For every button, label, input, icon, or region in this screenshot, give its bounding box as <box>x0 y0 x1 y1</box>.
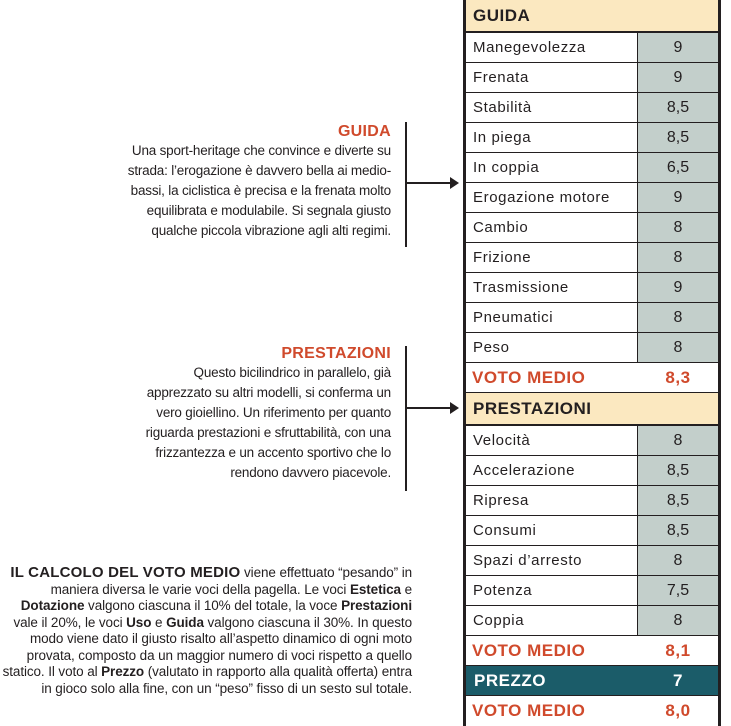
row-label: Frizione <box>466 243 638 272</box>
guida-note-line: bassi, la ciclistica è precisa e la frenata molto <box>130 183 391 198</box>
prestazioni-note-title: PRESTAZIONI <box>281 345 391 362</box>
guida-average-row <box>466 363 718 393</box>
prezzo-value: 7 <box>673 671 683 690</box>
average-value: 8,3 <box>665 368 691 387</box>
guida-note-title: GUIDA <box>337 123 391 140</box>
guida-note <box>91 123 391 241</box>
guida-header: GUIDA <box>466 0 718 33</box>
calc-text: valgono ciascuna il 30%. In questo modo viene dato il giusto risalto all’aspetto dinamico di ogni moto provata, composto da un maggior numero di voci rispetto a quello statico. Il voto al <box>2 614 412 679</box>
calc-keyword: Estetica <box>349 581 401 597</box>
row-label: Pneumatici <box>466 303 638 332</box>
guida-note-body <box>91 141 391 241</box>
table-row <box>466 273 718 303</box>
prestazioni-average-row <box>466 636 718 666</box>
guida-note-line: Una sport-heritage che convince e diverte su <box>131 143 391 158</box>
row-label: Frenata <box>466 63 638 92</box>
calc-keyword: Prestazioni <box>341 598 412 613</box>
row-score: 8 <box>638 333 718 362</box>
prezzo-row <box>466 666 718 696</box>
row-label: Peso <box>466 333 638 362</box>
row-score: 8 <box>638 426 718 455</box>
prestazioni-header: PRESTAZIONI <box>466 393 718 426</box>
guida-note-line: strada: l’erogazione è davvero bella ai medio- <box>127 163 391 178</box>
guida-note-line: qualche piccola vibrazione agli alti regimi. <box>151 223 391 238</box>
score-table <box>463 0 721 726</box>
average-label: VOTO MEDIO <box>472 641 586 660</box>
row-score: 8 <box>638 243 718 272</box>
calc-keyword: Guida <box>166 614 204 630</box>
row-score: 8 <box>638 606 718 635</box>
final-average-row <box>466 696 718 726</box>
calc-text: e <box>400 581 412 597</box>
row-score: 8 <box>638 546 718 575</box>
row-score: 9 <box>638 33 718 62</box>
row-score: 6,5 <box>638 153 718 182</box>
calc-title: IL CALCOLO DEL VOTO MEDIO <box>10 564 241 581</box>
prestazioni-note-line: Questo bicilindrico in parallelo, già <box>193 365 391 380</box>
calc-explanation <box>0 565 412 697</box>
table-row <box>466 516 718 546</box>
row-score: 9 <box>638 183 718 212</box>
prestazioni-note-divider <box>405 346 407 491</box>
row-label: Velocità <box>466 426 638 455</box>
table-row <box>466 183 718 213</box>
prestazioni-note-line: rendono davvero piacevole. <box>230 465 391 480</box>
final-average-value: 8,0 <box>665 701 691 720</box>
row-label: Potenza <box>466 576 638 605</box>
table-row <box>466 213 718 243</box>
row-label: Spazi d’arresto <box>466 546 638 575</box>
row-score: 8,5 <box>638 516 718 545</box>
row-score: 8,5 <box>638 486 718 515</box>
calc-text: e <box>151 614 167 630</box>
table-row <box>466 123 718 153</box>
table-row <box>466 546 718 576</box>
final-average-label: VOTO MEDIO <box>472 701 586 720</box>
table-row <box>466 303 718 333</box>
average-label: VOTO MEDIO <box>472 368 586 387</box>
row-label: Cambio <box>466 213 638 242</box>
calc-text: viene effettuato “pesando” in maniera diversa le varie voci della pagella. Le voci <box>50 565 412 597</box>
table-row <box>466 333 718 363</box>
prestazioni-note-body <box>91 363 391 483</box>
row-label: Erogazione motore <box>466 183 638 212</box>
table-row <box>466 63 718 93</box>
guida-note-divider <box>405 122 407 247</box>
row-score: 8 <box>638 213 718 242</box>
calc-keyword: Uso <box>126 614 152 630</box>
row-label: Trasmissione <box>466 273 638 302</box>
prestazioni-note-line: apprezzato su altri modelli, si conferma un <box>146 385 391 400</box>
row-label: In coppia <box>466 153 638 182</box>
table-row <box>466 486 718 516</box>
row-label: Coppia <box>466 606 638 635</box>
table-row <box>466 153 718 183</box>
prestazioni-note-line: riguarda prestazioni e sfruttabilità, con una <box>145 425 391 440</box>
row-score: 9 <box>638 63 718 92</box>
row-score: 8,5 <box>638 456 718 485</box>
guida-note-line: equilibrata e modulabile. Si segnala giusto <box>146 203 391 218</box>
average-value: 8,1 <box>665 641 691 660</box>
prezzo-label: PREZZO <box>474 671 546 690</box>
calc-text: (valutato in rapporto alla qualità offerta) entra in gioco solo alla fine, con un “peso” fisso di un sesto sul totale. <box>41 664 412 696</box>
calc-keyword: Dotazione <box>20 598 85 613</box>
prestazioni-note <box>91 345 391 483</box>
calc-keyword: Prezzo <box>101 664 145 679</box>
table-row <box>466 456 718 486</box>
table-row <box>466 33 718 63</box>
calc-text: valgono ciascuna il 10% del totale, la voce <box>84 598 342 613</box>
row-label: Ripresa <box>466 486 638 515</box>
row-score: 9 <box>638 273 718 302</box>
table-row <box>466 606 718 636</box>
table-row <box>466 93 718 123</box>
prestazioni-arrow <box>407 407 457 409</box>
table-row <box>466 243 718 273</box>
row-score: 7,5 <box>638 576 718 605</box>
prestazioni-note-line: frizzantezza e un accento sportivo che lo <box>155 445 391 460</box>
prestazioni-note-line: vero gioiellino. Un riferimento per quanto <box>156 405 391 420</box>
guida-arrow <box>407 182 457 184</box>
row-score: 8,5 <box>638 93 718 122</box>
row-label: Accelerazione <box>466 456 638 485</box>
table-row <box>466 426 718 456</box>
row-label: In piega <box>466 123 638 152</box>
row-score: 8 <box>638 303 718 332</box>
table-row <box>466 576 718 606</box>
calc-text: vale il 20%, le voci <box>13 614 127 630</box>
row-label: Stabilità <box>466 93 638 122</box>
row-label: Consumi <box>466 516 638 545</box>
row-score: 8,5 <box>638 123 718 152</box>
row-label: Manegevolezza <box>466 33 638 62</box>
